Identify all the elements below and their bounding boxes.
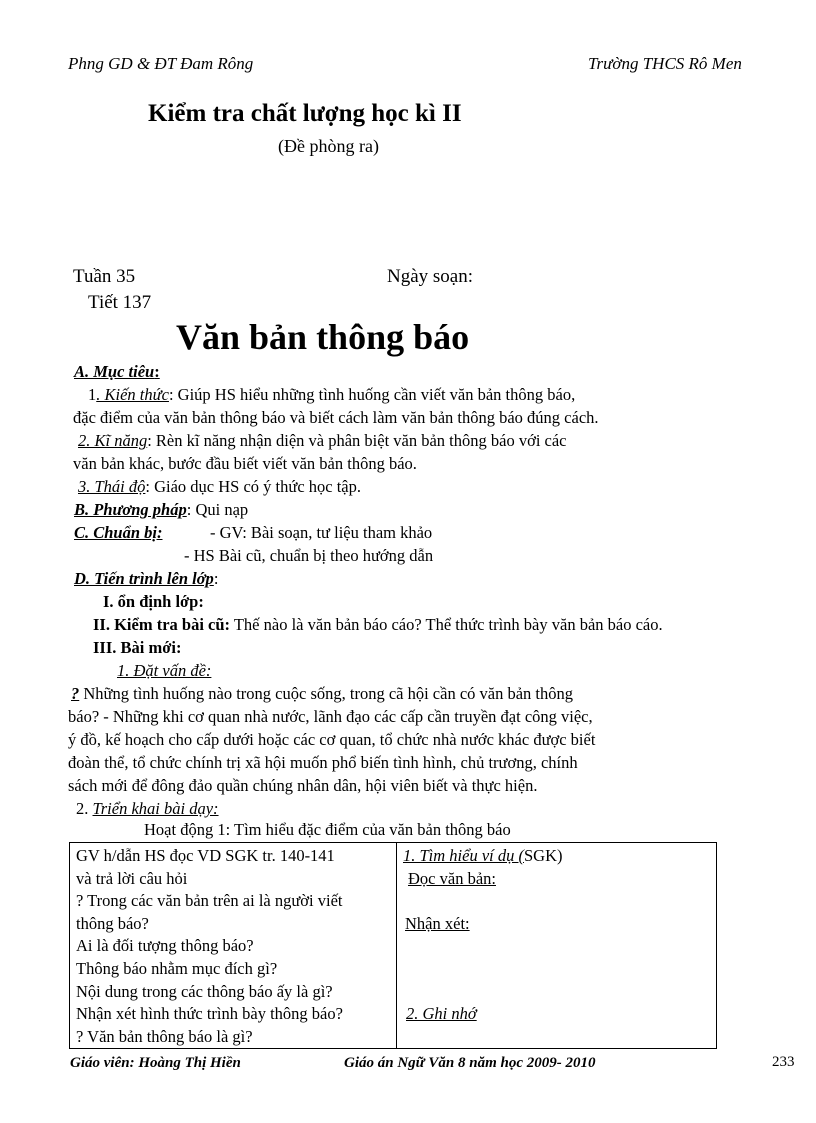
- exam-subtitle: (Đề phòng ra): [278, 136, 379, 156]
- intro-label: 1. Đặt vấn đề:: [117, 661, 212, 680]
- lesson-week: Tuần 35: [73, 266, 136, 287]
- knowledge-label: . Kiến thức: [96, 385, 169, 404]
- section-c-heading: C. Chuẩn bị:: [74, 523, 163, 542]
- lesson-period: Tiết 137: [88, 292, 152, 313]
- lesson-date-label: Ngày soạn:: [387, 266, 474, 287]
- knowledge-text: : Giúp HS hiểu những tình huống cần viết văn bản thông báo,: [168, 385, 576, 404]
- section-a-knowledge-cont: đặc điểm của văn bản thông báo và biết cách làm văn bản thông báo đúng cách.: [73, 408, 599, 427]
- section-c-teacher: - GV: Bài soạn, tư liệu tham khảo: [210, 523, 433, 542]
- section-a-attitude: [78, 477, 361, 497]
- read-text-label: Đọc văn bản:: [408, 868, 496, 888]
- table-left-line: Nhận xét hình thức trình bày thông báo?: [76, 1004, 343, 1024]
- lesson-plan-table: [69, 842, 717, 1049]
- content-cell: [397, 843, 717, 1049]
- intro-para-line4: đoàn thể, tổ chức chính trị xã hội muốn phổ biến tình hình, chủ trương, chính: [68, 753, 578, 772]
- attitude-text: : Giáo dục HS có ý thức học tập.: [145, 477, 361, 496]
- deploy-heading: 2. Triển khai bài dạy:: [76, 799, 219, 818]
- question-mark: ?: [71, 684, 80, 703]
- step-review-text: Thế nào là văn bản báo cáo? Thể thức trình bày văn bản báo cáo.: [230, 615, 663, 634]
- table-row: [70, 843, 717, 1049]
- table-left-line: Nội dung trong các thông báo ấy là gì?: [76, 981, 333, 1001]
- section-c-student: - HS Bài cũ, chuẩn bị theo hướng dẫn: [184, 546, 434, 565]
- table-left-line: Ai là đối tượng thông báo?: [76, 936, 254, 956]
- step-stabilize: I. ổn định lớp:: [103, 592, 204, 611]
- step-review-label: II. Kiểm tra bài cũ:: [93, 615, 231, 634]
- header-school: Trường THCS Rô Men: [588, 54, 742, 73]
- skill-text: : Rèn kĩ năng nhận diện và phân biệt văn bản thông báo với các: [147, 431, 567, 450]
- skill-label: 2. Kĩ năng: [78, 431, 148, 450]
- intro-para-line3: ý đồ, kế hoạch cho cấp dưới hoặc các cơ quan, tổ chức nhà nước khác được biết: [68, 730, 596, 749]
- section-d-heading: D. Tiến trình lên lớp: [74, 569, 214, 588]
- deploy-label: Triển khai bài dạy:: [92, 799, 219, 818]
- table-left-line: Thông báo nhằm mục đích gì?: [76, 958, 278, 978]
- attitude-label: 3. Thái độ: [78, 477, 146, 496]
- section-d: D. Tiến trình lên lớp:: [74, 569, 219, 588]
- step-new-lesson: III. Bài mới:: [93, 638, 182, 657]
- footer-course: Giáo án Ngữ Văn 8 năm học 2009- 2010: [344, 1055, 596, 1071]
- table-left-line: và trả lời câu hỏi: [76, 868, 188, 888]
- footer-teacher: Giáo viên: Hoàng Thị Hiền: [70, 1055, 241, 1071]
- table-left-line: ? Văn bản thông báo là gì?: [76, 1026, 253, 1046]
- section-a-skill: [78, 431, 567, 451]
- table-left-line: GV h/dẫn HS đọc VD SGK tr. 140-141: [76, 846, 335, 865]
- activity-heading: Hoạt động 1: Tìm hiểu đặc điểm của văn bản thông báo: [144, 820, 511, 839]
- step-review: [93, 615, 663, 635]
- section-a-skill-cont: văn bản khác, bước đầu biết viết văn bản thông báo.: [73, 454, 417, 473]
- table-left-line: ? Trong các văn bản trên ai là người viết: [76, 891, 343, 911]
- table-left-line: thông báo?: [76, 913, 149, 933]
- section-b-heading: B. Phương pháp: [74, 500, 187, 519]
- intro-para-line1: ? Những tình huống nào trong cuộc sống, trong cã hội cần có văn bản thông: [71, 684, 574, 703]
- lesson-title: Văn bản thông báo: [176, 317, 470, 357]
- comment-label: Nhận xét:: [405, 913, 470, 933]
- intro-para-line5: sách mới để đông đảo quần chúng nhân dân, hội viên biết và thực hiện.: [68, 776, 538, 795]
- note-label: 2. Ghi nhớ: [406, 1004, 477, 1024]
- header-department: Phng GD & ĐT Đam Rông: [68, 54, 254, 73]
- section-b-text: : Qui nạp: [186, 500, 249, 519]
- teacher-activity-cell: [70, 843, 397, 1049]
- page-number: 233: [772, 1054, 795, 1070]
- section-a-knowledge: 1. Kiến thức: Giúp HS hiểu những tình huống cần viết văn bản thông báo,: [88, 385, 576, 404]
- section-a-heading: A. Mục tiêu:: [74, 362, 160, 381]
- section-b: [74, 500, 248, 520]
- example-heading: 1. Tìm hiểu ví dụ (SGK): [403, 846, 563, 865]
- exam-title: Kiểm tra chất lượng học kì II: [148, 100, 462, 127]
- intro-para-line2: báo? - Những khi cơ quan nhà nước, lãnh đạo các cấp cần truyền đạt công việc,: [68, 707, 593, 726]
